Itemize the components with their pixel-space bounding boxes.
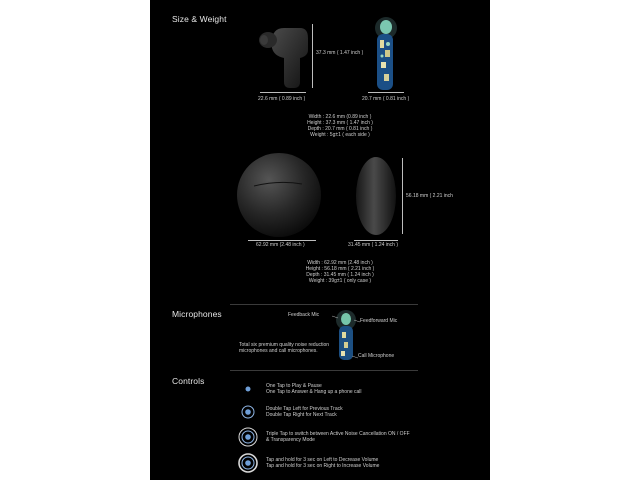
earbud-width-label: 22.6 mm ( 0.89 inch ) bbox=[258, 96, 306, 102]
earbud-spec-height: Height : 37.3 mm ( 1.47 inch ) bbox=[307, 120, 373, 126]
product-spec-panel bbox=[150, 0, 490, 480]
controls-top-divider bbox=[230, 370, 418, 371]
call-mic-label: Call Microphone bbox=[358, 353, 395, 359]
case-width-label: 62.92 mm (2.48 inch ) bbox=[256, 242, 305, 248]
single-tap-icon bbox=[238, 379, 258, 399]
microphone-earbud-image bbox=[332, 308, 360, 362]
feedforward-mic-label: Feedforward Mic bbox=[360, 318, 398, 324]
charging-case-side-image bbox=[354, 155, 398, 237]
control-row-single-tap: One Tap to Play & Pause One Tap to Answer & Hang up a phone call bbox=[238, 379, 362, 399]
case-spec-height: Height : 56.18 mm ( 2.21 inch ) bbox=[305, 266, 375, 272]
feedback-mic-label: Feedback Mic bbox=[288, 312, 320, 318]
control-row-double-tap: Double Tap Left for Previous Track Double Tap Right for Next Track bbox=[238, 402, 343, 422]
microphones-description: Total six premium quality noise reduction microphones and call microphones. bbox=[239, 342, 330, 354]
double-tap-icon bbox=[238, 402, 258, 422]
triple-tap-icon bbox=[238, 427, 258, 447]
hold-icon bbox=[238, 453, 258, 473]
control-row-hold: Tap and hold for 3 sec on Left to Decrease Volume Tap and hold for 3 sec on Right to Increase Volume bbox=[238, 453, 379, 473]
control-row-triple-tap: Triple Tap to switch between Active Noise Cancellation ON / OFF & Transparency Mode bbox=[238, 427, 410, 447]
earbud-depth-label: 20.7 mm ( 0.81 inch ) bbox=[362, 96, 410, 102]
section-title-size-weight: Size & Weight bbox=[172, 14, 227, 24]
charging-case-front-image bbox=[234, 150, 324, 238]
earbud-side-image bbox=[250, 22, 310, 90]
case-height-label: 56.18 mm ( 2.21 inch bbox=[406, 193, 453, 199]
earbud-specs bbox=[290, 114, 390, 138]
case-spec-weight: Weight : 39g±1 ( only case ) bbox=[308, 278, 372, 284]
case-spec-depth: Depth : 31.45 mm ( 1.24 inch ) bbox=[306, 272, 374, 278]
case-depth-label: 31.45 mm ( 1.24 inch ) bbox=[348, 242, 399, 248]
earbud-spec-width: Width : 22.6 mm (0.89 inch ) bbox=[308, 114, 372, 120]
earbud-spec-weight: Weight : 5g±1 ( each side ) bbox=[310, 132, 370, 138]
case-spec-width: Width : 62.92 mm (2.48 inch ) bbox=[307, 260, 373, 266]
earbud-height-label: 37.3 mm ( 1.47 inch ) bbox=[316, 50, 364, 56]
section-title-microphones: Microphones bbox=[172, 309, 222, 319]
case-specs bbox=[290, 260, 390, 284]
section-title-controls: Controls bbox=[172, 376, 205, 386]
earbud-spec-depth: Depth : 20.7 mm ( 0.81 inch ) bbox=[307, 126, 373, 132]
microphones-top-divider bbox=[230, 304, 418, 305]
earbud-front-transparent-image bbox=[372, 14, 400, 92]
